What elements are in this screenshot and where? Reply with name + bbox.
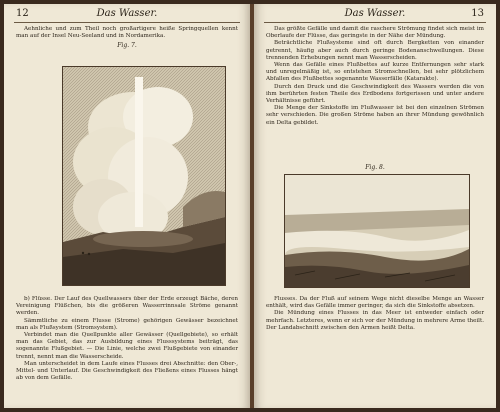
left-body-paragraph-4: Man unterscheidet in dem Laufe eines Flusses drei Abschnitte: den Ober-, Mittel- und Unterlauf. Die Geschwindigkeit des Fließens eines Flusses hängt ab von dem Gefälle. (16, 360, 238, 382)
right-figure-label: Fig. 8. (365, 164, 385, 171)
left-figure-label: Fig. 7. (117, 42, 137, 49)
river-delta-illustration (284, 174, 470, 288)
right-top-paragraph-4: Durch den Druck und die Geschwindigkeit des Wassers werden die von ihm berührten festen Theile des Erdbodens fortgerissen und unter andere Verhältnisse geführt. (266, 83, 484, 105)
left-body-paragraph-3: Verbindet man die Quellpunkte aller Gewässer (Quellgebiete), so erhält man das Gebiet, das zur Ausbildung eines Flusssystems beiträgt, das sogenannte Flußgebiet. — Die Linie, welche zwei Flußgebiete von einander trennt, nennt man die Wasserscheide. (16, 332, 238, 360)
right-header-rule (264, 22, 486, 23)
right-page (254, 4, 496, 408)
left-body-paragraph-2: Sämmtliche zu einem Flusse (Strome) gehörigen Gewässer bezeichnet man als Flußsystem (Stromsystem). (16, 317, 238, 331)
left-page-header (12, 8, 242, 22)
right-page-header (262, 8, 488, 22)
right-top-paragraph-2: Beträchtliche Flußsysteme sind oft durch Bergketten von einander getrennt, häufig aber auch durch geringe Bodenanschwellungen. Diese trennenden Erhebungen nennt man Wasserscheiden. (266, 40, 484, 61)
left-body-paragraph-1: b) Flüsse. Der Lauf des Quellwassers über der Erde erzeugt Bäche, deren Vereinigung Flüßchen, bis die größeren Wasserrinnsale Ströme genannt werden. (16, 296, 238, 317)
left-page (4, 4, 250, 408)
geyser-engraving (63, 67, 225, 285)
right-bottom-paragraph-1: Flusses. Da der Fluß auf seinem Wege nicht dieselbe Menge an Wasser enthält, wird das Gefälle immer geringer, da sich die Sinkstoffe absetzen. (266, 296, 484, 310)
river-engraving (285, 175, 469, 287)
left-header-rule (14, 22, 240, 23)
right-top-paragraph-1: Das größte Gefälle und damit die raschere Strömung findet sich meist im Oberlaufe der Flüsse, das geringste in der Nähe der Mündung. (266, 26, 484, 40)
right-page-number: 13 (471, 8, 484, 19)
left-page-number: 12 (16, 8, 29, 19)
geyser-illustration (62, 66, 226, 286)
right-running-head: Das Wasser. (344, 8, 406, 19)
right-bottom-text (266, 296, 484, 332)
left-running-head: Das Wasser. (96, 8, 158, 19)
right-top-paragraph-5: Die Menge der Sinkstoffe im Flußwasser ist bei den einzelnen Strömen sehr verschieden. Die großen Ströme haben an ihrer Mündung gewöhnlich ein Delta gebildet. (266, 105, 484, 126)
right-top-text (266, 26, 484, 127)
left-body-text (16, 296, 238, 382)
open-book (4, 4, 496, 408)
left-top-text (16, 26, 238, 40)
left-top-paragraph: Aehnliche und zum Theil noch großartigere heiße Springquellen kennt man auf der Insel Neu-Seeland und in Nordamerika. (16, 26, 238, 40)
right-bottom-paragraph-2: Die Mündung eines Flusses in das Meer ist entweder einfach oder mehrfach. Letzteres, wenn er sich vor der Mündung in mehrere Arme theilt. Der Landabschnitt zwischen den Armen heißt Delta. (266, 310, 484, 331)
right-top-paragraph-3: Wenn das Gefälle eines Flußbettes auf kurze Entfernungen sehr stark und unregelmäßig ist, so entstehen Stromschnellen, bei sehr plötzlichem Abfallen des Flußbettes sogenannte Wasserfälle (Katarakte). (266, 62, 484, 83)
